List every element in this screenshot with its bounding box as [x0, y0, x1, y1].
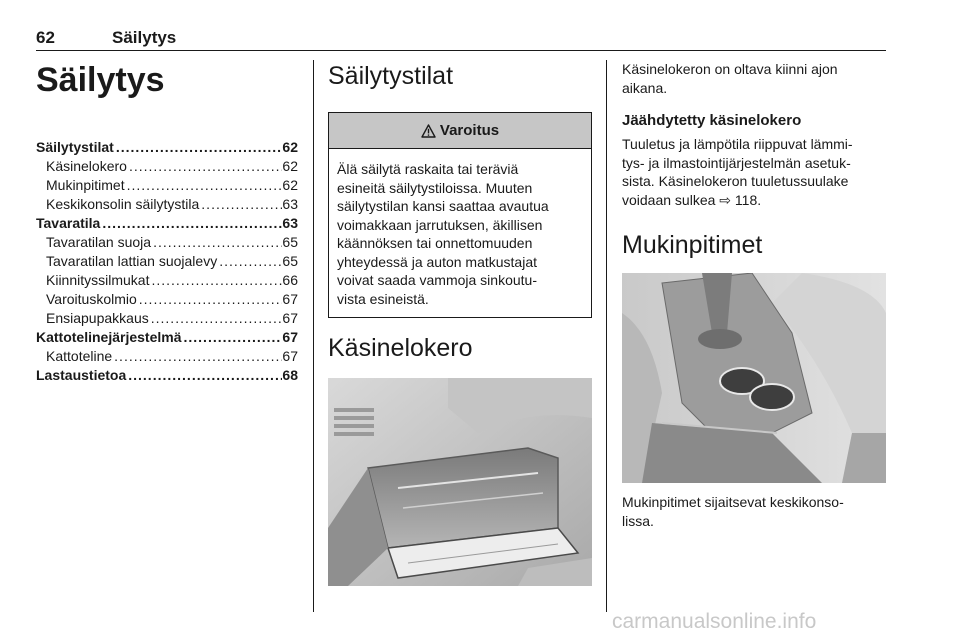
text-line: voidaan sulkea ⇨ 118.: [622, 191, 762, 208]
chapter-title: Säilytys: [36, 61, 165, 99]
column-divider: [606, 60, 607, 612]
toc-leader-dots: [100, 214, 282, 233]
toc-leader-dots: [199, 195, 282, 214]
text-line: Mukinpitimet sijaitsevat keskikonso-: [622, 494, 844, 510]
toc-entry-label: Mukinpitimet: [46, 177, 125, 193]
toc-entry[interactable]: [36, 347, 298, 366]
cupholders-image: [622, 273, 886, 483]
warning-header: [329, 113, 591, 149]
warning-triangle-icon: [421, 124, 436, 138]
toc-leader-dots: [127, 157, 282, 176]
toc-entry[interactable]: [36, 157, 298, 176]
toc-leader-dots: [149, 271, 282, 290]
warning-heading: Varoitus: [439, 122, 500, 139]
warning-line: Älä säilytä raskaita tai teräviä: [337, 161, 519, 177]
storage-column: [328, 60, 592, 586]
glovebox-title: Käsinelokero: [328, 334, 473, 362]
toc-entry-label: Käsinelokero: [46, 158, 127, 174]
toc-entry-page: 66: [282, 272, 298, 288]
toc-column: [36, 60, 298, 385]
toc-entry-label: Kattotelinejärjestelmä: [36, 329, 182, 345]
toc-entry-page: 65: [282, 234, 298, 250]
watermark: carmanualsonline.info: [612, 610, 817, 633]
toc-list: [36, 138, 298, 385]
page-number: 62: [36, 28, 55, 47]
text-line: tys- ja ilmastointijärjestelmän asetuk-: [622, 154, 851, 171]
toc-entry-page: 63: [282, 196, 298, 212]
toc-entry-label: Tavaratila: [36, 215, 101, 231]
toc-entry[interactable]: [36, 176, 298, 195]
toc-entry-label: Ensiapupakkaus: [46, 310, 149, 326]
text-line: lissa.: [622, 512, 654, 529]
toc-entry-page: 62: [282, 158, 298, 174]
cooled-glovebox-title: Jäähdytetty käsinelokero: [622, 112, 802, 129]
toc-entry-page: 65: [282, 253, 298, 269]
warning-line: säilytystilan kansi saattaa avautua: [337, 198, 549, 214]
toc-entry-page: 68: [282, 367, 298, 383]
toc-entry-label: Kiinnityssilmukat: [46, 272, 150, 288]
warning-text: [329, 149, 591, 317]
toc-entry-page: 63: [282, 215, 298, 231]
toc-entry[interactable]: [36, 233, 298, 252]
warning-line: käännöksen tai onnettomuuden: [337, 235, 533, 251]
toc-entry-label: Keskikonsolin säilytystila: [46, 196, 200, 212]
glovebox-image: [328, 378, 592, 586]
toc-entry[interactable]: [36, 252, 298, 271]
toc-entry-label: Kattoteline: [46, 348, 113, 364]
running-header: Säilytys: [112, 28, 177, 47]
toc-entry-label: Säilytystilat: [36, 139, 114, 155]
toc-entry[interactable]: [36, 271, 298, 290]
toc-entry-page: 62: [282, 177, 298, 193]
toc-entry-page: 67: [282, 310, 298, 326]
cupholders-title: Mukinpitimet: [622, 231, 763, 259]
toc-leader-dots: [151, 233, 282, 252]
toc-entry-label: Tavaratilan lattian suojalevy: [46, 253, 218, 269]
warning-line: vista esineistä.: [337, 290, 429, 307]
toc-leader-dots: [217, 252, 282, 271]
right-column: [622, 60, 886, 530]
toc-leader-dots: [182, 328, 283, 347]
glovebox-note: [622, 60, 886, 97]
toc-entry[interactable]: [36, 214, 298, 233]
toc-leader-dots: [126, 366, 282, 385]
toc-leader-dots: [137, 290, 283, 309]
toc-leader-dots: [125, 176, 283, 195]
text-line: aikana.: [622, 79, 668, 96]
warning-box: [328, 112, 592, 318]
toc-entry-page: 62: [282, 139, 298, 155]
text-line: sista. Käsinelokeron tuuletussuulake: [622, 173, 849, 189]
toc-leader-dots: [112, 347, 282, 366]
toc-entry[interactable]: [36, 366, 298, 385]
toc-entry[interactable]: [36, 195, 298, 214]
toc-entry-label: Lastaustietoa: [36, 367, 127, 383]
warning-line: yhteydessä ja auton matkustajat: [337, 253, 538, 270]
toc-entry[interactable]: [36, 328, 298, 347]
warning-line: voimakkaan jarrutuksen, äkillisen: [337, 216, 543, 233]
section-title: Säilytystilat: [328, 62, 454, 90]
toc-entry[interactable]: [36, 290, 298, 309]
toc-entry-page: 67: [282, 348, 298, 364]
toc-leader-dots: [149, 309, 283, 328]
toc-leader-dots: [114, 138, 283, 157]
toc-entry-page: 67: [282, 291, 298, 307]
toc-entry[interactable]: [36, 309, 298, 328]
warning-line: voivat saada vammoja sinkoutu-: [337, 272, 537, 288]
column-divider: [313, 60, 314, 612]
toc-entry-label: Tavaratilan suoja: [46, 234, 152, 250]
toc-entry[interactable]: [36, 138, 298, 157]
toc-entry-label: Varoituskolmio: [46, 291, 137, 307]
text-line: Tuuletus ja lämpötila riippuvat lämmi-: [622, 136, 853, 152]
header-rule: [36, 50, 886, 51]
text-line: Käsinelokeron on oltava kiinni ajon: [622, 61, 838, 77]
toc-entry-page: 67: [282, 329, 298, 345]
warning-line: esineitä säilytystiloissa. Muuten: [337, 179, 533, 196]
cooled-glovebox-text: [622, 135, 886, 209]
cupholders-caption: [622, 493, 886, 530]
